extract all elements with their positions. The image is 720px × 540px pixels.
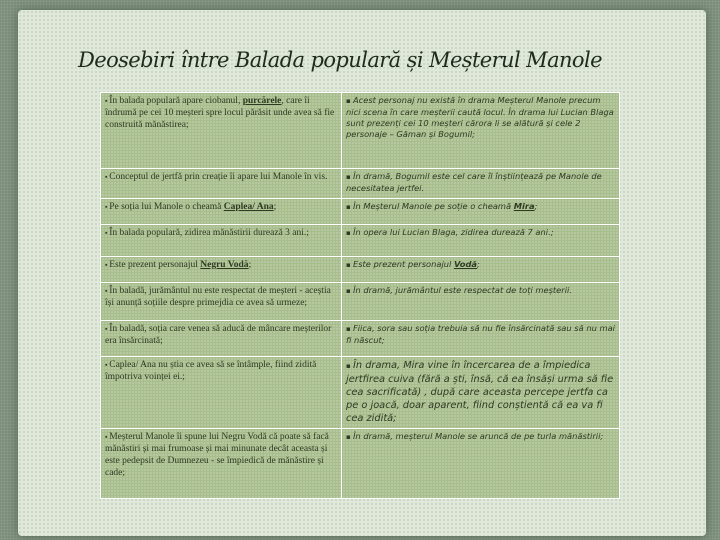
cell-text: ; — [477, 259, 480, 269]
cell-text: În opera lui Lucian Blaga, zidirea durează 7 ani.; — [352, 227, 554, 237]
bullet-icon: ▪ — [105, 433, 110, 441]
table-row — [101, 257, 620, 283]
cell-text: În baladă, jurământul nu este respectat de meșteri - aceștia își anunță soțiile despre primejdia ce avea să urmeze; — [105, 286, 331, 308]
cell-text: În dramă, jurământul este respectat de toți meșterii. — [352, 285, 572, 295]
mesterul-manole-cell — [342, 357, 620, 429]
mesterul-manole-cell — [342, 321, 620, 357]
cell-text: În drama, Mira vine în încercarea de a împiedica jertfirea cuiva (fără a ști, însă, că ea însăși urma să fie cea sacrificată) , după care aceasta percepe jertfa ca pe o joacă, doar aparent, fiind conștientă că ea va fi cea zidită; — [346, 360, 614, 424]
highlighted-name: Caplea/ Ana — [223, 202, 274, 212]
cell-text: Pe soția lui Manole o cheamă — [109, 202, 224, 212]
bullet-icon: ▪ — [346, 325, 353, 333]
mesterul-manole-cell — [342, 225, 620, 257]
bullet-icon: ▪ — [346, 173, 353, 181]
table-row — [101, 321, 620, 357]
bullet-icon: ▪ — [346, 287, 353, 295]
mesterul-manole-cell — [342, 257, 620, 283]
cell-text: Este prezent personajul — [109, 260, 201, 270]
bullet-icon: ▪ — [105, 361, 110, 369]
mesterul-manole-cell — [342, 93, 620, 169]
cell-text: În balada populară apare ciobanul, — [109, 96, 243, 106]
cell-text: ; — [534, 201, 538, 211]
balada-populara-cell — [101, 199, 342, 225]
comparison-table — [100, 92, 620, 499]
bullet-icon: ▪ — [105, 261, 110, 269]
table-row — [101, 199, 620, 225]
table-row — [101, 169, 620, 199]
cell-text: În dramă, meșterul Manole se aruncă de pe turla mănăstirii; — [352, 431, 604, 441]
mesterul-manole-cell — [342, 283, 620, 321]
bullet-icon: ▪ — [346, 433, 353, 441]
cell-text: Meșterul Manole îi spune lui Negru Vodă că poate să facă mănăstiri și mai frumoase și mai minunate decât aceasta și este pedepsit de Dumnezeu - se împiedică de mănăstire și cade; — [105, 432, 329, 478]
highlighted-name: Negru Vodă — [200, 260, 249, 270]
mesterul-manole-cell — [342, 169, 620, 199]
bullet-icon: ▪ — [105, 97, 110, 105]
cell-text: Fiica, sora sau soția trebuia să nu fie însărcinată sau să nu mai fi născut; — [346, 323, 615, 345]
cell-text: ; — [273, 202, 277, 212]
bullet-icon: ▪ — [346, 261, 353, 269]
cell-text: Acest personaj nu există în drama Meșterul Manole precum nici scena în care meșterii caută locul. În drama lui Lucian Blaga sunt prezenți cei 10 meșteri cărora li se alătură și cele 2 personaje – Găman și Bogumil; — [346, 95, 614, 139]
mesterul-manole-cell — [342, 199, 620, 225]
bullet-icon: ▪ — [105, 173, 110, 181]
cell-text: Conceptul de jertfă prin creație îi apare lui Manole în vis. — [109, 172, 328, 182]
mesterul-manole-cell — [342, 429, 620, 499]
cell-text: , care îi îndrumă pe cei 10 meșteri spre locul părăsit unde avea să fie construită mănăstirea; — [105, 96, 335, 130]
table-row — [101, 225, 620, 257]
balada-populara-cell — [101, 225, 342, 257]
bullet-icon: ▪ — [105, 229, 110, 237]
comparison-table-body — [101, 93, 620, 499]
highlighted-name: Vodă — [453, 259, 478, 269]
table-row — [101, 357, 620, 429]
table-row — [101, 283, 620, 321]
balada-populara-cell — [101, 283, 342, 321]
cell-text: În Meșterul Manole pe soție o cheamă — [352, 201, 514, 211]
bullet-icon: ▪ — [105, 203, 110, 211]
highlighted-name: Mira — [513, 201, 535, 211]
bullet-icon: ▪ — [346, 362, 353, 370]
bullet-icon: ▪ — [346, 97, 353, 105]
balada-populara-cell — [101, 429, 342, 499]
table-row — [101, 429, 620, 499]
balada-populara-cell — [101, 93, 342, 169]
bullet-icon: ▪ — [346, 229, 353, 237]
balada-populara-cell — [101, 321, 342, 357]
cell-text: Caplea/ Ana nu știa ce avea să se întâmple, fiind zidită împotriva voinței ei.; — [105, 360, 317, 382]
bullet-icon: ▪ — [105, 287, 110, 295]
cell-text: În baladă, soția care venea să aducă de mâncare meșterilor era însărcinată; — [105, 324, 332, 346]
cell-text: În dramă, Bogumil este cel care îl înștiințează pe Manole de necesitatea jertfei. — [346, 171, 602, 193]
balada-populara-cell — [101, 257, 342, 283]
slide-title: Deosebiri între Balada populară și Meșterul Manole — [78, 48, 602, 72]
slide — [18, 10, 706, 536]
highlighted-name: purcărele — [242, 96, 282, 106]
balada-populara-cell — [101, 357, 342, 429]
bullet-icon: ▪ — [105, 325, 110, 333]
cell-text: În balada populară, zidirea mănăstirii durează 3 ani.; — [109, 228, 309, 238]
balada-populara-cell — [101, 169, 342, 199]
cell-text: Este prezent personajul — [352, 259, 454, 269]
bullet-icon: ▪ — [346, 203, 353, 211]
table-row — [101, 93, 620, 169]
cell-text: ; — [248, 260, 252, 270]
